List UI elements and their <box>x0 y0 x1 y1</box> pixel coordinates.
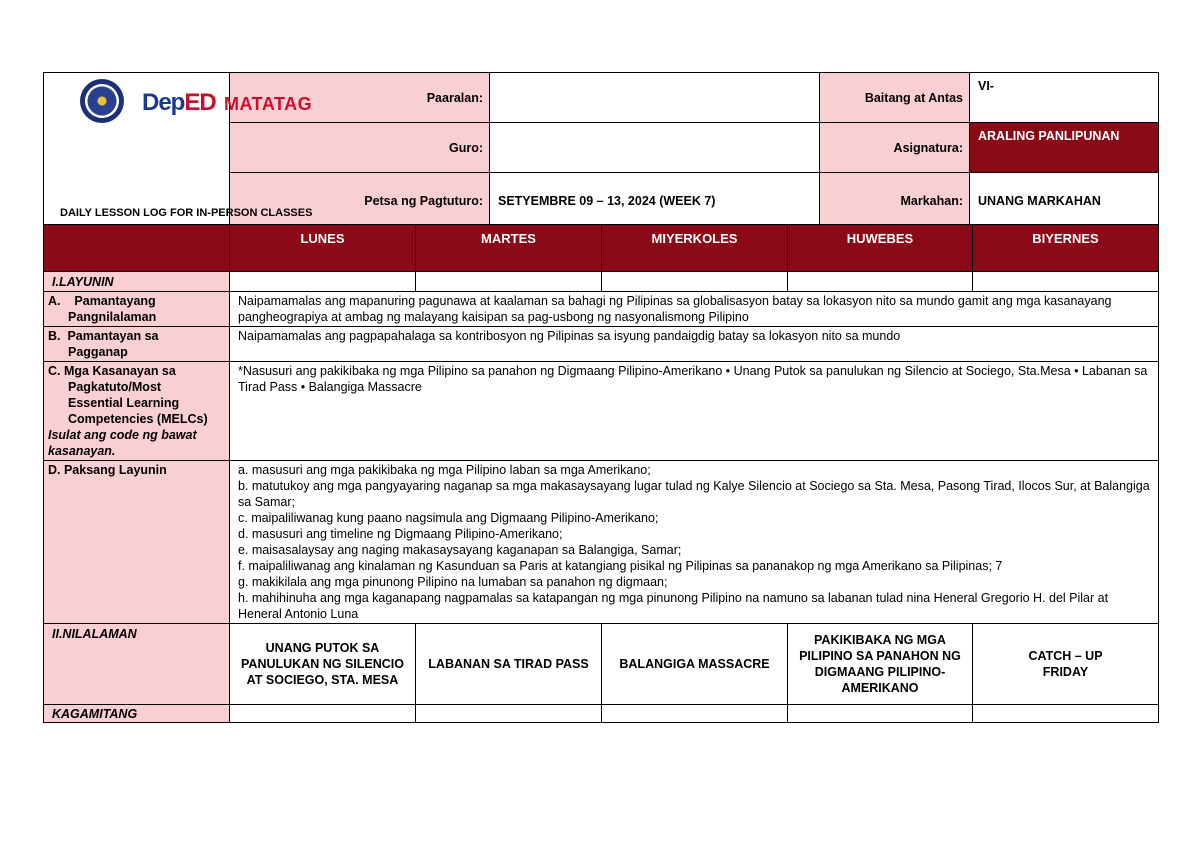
kagamitang-cell-lunes[interactable] <box>230 705 416 723</box>
melc-note-line1: Isulat ang code ng bawat <box>48 428 197 442</box>
deped-logo: DepED <box>142 89 216 116</box>
petsa-field[interactable]: SETYEMBRE 09 – 13, 2024 (WEEK 7) <box>490 173 820 230</box>
pagganap-label-line1: B. Pamantayan sa <box>48 329 159 343</box>
day-martes: MARTES <box>416 225 602 272</box>
paksang-item-d: d. masusuri ang timeline ng Digmaang Pilipino-Amerikano; <box>238 527 563 541</box>
markahan-field[interactable]: UNANG MARKAHAN <box>970 173 1159 230</box>
melc-note-line2: kasanayan. <box>48 444 116 458</box>
day-biyernes: BIYERNES <box>973 225 1159 272</box>
nilalaman-label: II.NILALAMAN <box>44 624 230 705</box>
matatag-logo: MATATAG <box>224 94 313 114</box>
page-title: DAILY LESSON LOG FOR IN-PERSON CLASSES <box>60 207 313 219</box>
guro-label: Guro: <box>230 123 490 173</box>
pagganap-text[interactable]: Naipamamalas ang pagpapahalaga sa kontribosyon ng Pilipinas sa isyung pandaigdig batay sa lokasyon nito sa mundo <box>230 327 1159 362</box>
layunin-row <box>44 272 1159 292</box>
lesson-log-table <box>43 224 1159 723</box>
layunin-cell-miyerkoles[interactable] <box>602 272 788 292</box>
kagamitang-cell-miyerkoles[interactable] <box>602 705 788 723</box>
pamantayang-label-line1: A. Pamantayang <box>48 294 156 308</box>
topic-huwebes[interactable]: PAKIKIBAKA NG MGA PILIPINO SA PANAHON NG DIGMAANG PILIPINO-AMERIKANO <box>788 624 973 705</box>
deped-seal-icon <box>80 79 124 123</box>
layunin-cell-martes[interactable] <box>416 272 602 292</box>
topic-miyerkoles[interactable]: BALANGIGA MASSACRE <box>602 624 788 705</box>
kagamitang-cell-biyernes[interactable] <box>973 705 1159 723</box>
melc-label-line4: Competencies (MELCs) <box>68 412 208 426</box>
kagamitang-cell-martes[interactable] <box>416 705 602 723</box>
paksang-label: D. Paksang Layunin <box>44 461 230 624</box>
melc-label-line3: Essential Learning <box>68 396 180 410</box>
paaralan-label: Paaralan: <box>230 73 490 123</box>
paksang-item-h: h. mahihinuha ang mga kaganapang nagpamalas sa katapangan ng mga pinunong Pilipino na namuno sa labanan tulad nina Heneral Gregorio H. del Pilar at Heneral Antonio Luna <box>238 591 1109 621</box>
pagganap-label-line2: Pagganap <box>68 345 128 359</box>
pamantayang-text[interactable]: Naipamamalas ang mapanuring pagunawa at kaalaman sa bahagi ng Pilipinas sa globalisasyon batay sa lokasyon nito sa mundo gamit ang mga kasanayang pangheograpiya at ambag ng malayang kaisipan sa pag-usbong ng nasyonalismong Pilipino <box>230 292 1159 327</box>
layunin-label: I.LAYUNIN <box>44 272 230 292</box>
kagamitang-label: KAGAMITANG <box>44 705 230 723</box>
pagganap-row <box>44 327 1159 362</box>
layunin-cell-biyernes[interactable] <box>973 272 1159 292</box>
pagganap-label <box>44 327 230 362</box>
logo-group <box>74 79 314 123</box>
kagamitang-cell-huwebes[interactable] <box>788 705 973 723</box>
topic-biyernes[interactable]: CATCH – UP FRIDAY <box>973 624 1159 705</box>
pamantayang-label <box>44 292 230 327</box>
paksang-row <box>44 461 1159 624</box>
day-huwebes: HUWEBES <box>788 225 973 272</box>
pamantayang-row <box>44 292 1159 327</box>
petsa-label: Petsa ng Pagtuturo: <box>230 173 490 230</box>
paksang-item-c: c. maipaliliwanag kung paano nagsimula ang Digmaang Pilipino-Amerikano; <box>238 511 659 525</box>
nilalaman-row <box>44 624 1159 705</box>
paksang-item-g: g. makikilala ang mga pinunong Pilipino na lumaban sa panahon ng digmaan; <box>238 575 668 589</box>
melc-label-line2: Pagkatuto/Most <box>68 380 162 394</box>
layunin-cell-lunes[interactable] <box>230 272 416 292</box>
paksang-item-e: e. maisasalaysay ang naging makasaysayang kaganapan sa Balangiga, Samar; <box>238 543 682 557</box>
markahan-label: Markahan: <box>820 173 970 230</box>
paksang-text[interactable] <box>230 461 1159 624</box>
topic-martes[interactable]: LABANAN SA TIRAD PASS <box>416 624 602 705</box>
header-table <box>43 72 1159 230</box>
pamantayang-label-line2: Pangnilalaman <box>68 310 157 324</box>
baitang-field[interactable]: VI- <box>970 73 1159 123</box>
guro-field[interactable] <box>490 123 820 173</box>
day-lunes: LUNES <box>230 225 416 272</box>
topic-lunes[interactable]: UNANG PUTOK SA PANULUKAN NG SILENCIO AT SOCIEGO, STA. MESA <box>230 624 416 705</box>
paaralan-field[interactable] <box>490 73 820 123</box>
melc-text[interactable]: *Nasusuri ang pakikibaka ng mga Pilipino sa panahon ng Digmaang Pilipino-Amerikano • Unang Putok sa panulukan ng Silencio at Sociego, Sta.Mesa • Labanan sa Tirad Pass • Balangiga Massacre <box>230 362 1159 461</box>
paksang-item-f: f. maipaliliwanag ang kinalaman ng Kasunduan sa Paris at katangiang pisikal ng Pilipinas sa pananakop ng mga Amerikano sa Pilipinas; 7 <box>238 559 1003 573</box>
paksang-item-a: a. masusuri ang mga pakikibaka ng mga Pilipino laban sa mga Amerikano; <box>238 463 651 477</box>
kagamitang-row <box>44 705 1159 723</box>
asignatura-field[interactable]: ARALING PANLIPUNAN <box>970 123 1159 173</box>
melc-label-line1: C. Mga Kasanayan sa <box>48 364 176 378</box>
logo-cell <box>44 73 313 230</box>
layunin-cell-huwebes[interactable] <box>788 272 973 292</box>
days-header-row <box>44 225 1159 272</box>
corner-cell <box>44 225 230 272</box>
baitang-label: Baitang at Antas <box>820 73 970 123</box>
paksang-item-b: b. matutukoy ang mga pangyayaring naganap sa mga makasaysayang lugar tulad ng Kalye Silencio at Sociego sa Sta. Mesa, Pasong Tirad, Ilocos Sur, at Balangiga sa Samar; <box>238 479 1150 509</box>
melc-row <box>44 362 1159 461</box>
asignatura-label: Asignatura: <box>820 123 970 173</box>
melc-label <box>44 362 230 461</box>
day-miyerkoles: MIYERKOLES <box>602 225 788 272</box>
